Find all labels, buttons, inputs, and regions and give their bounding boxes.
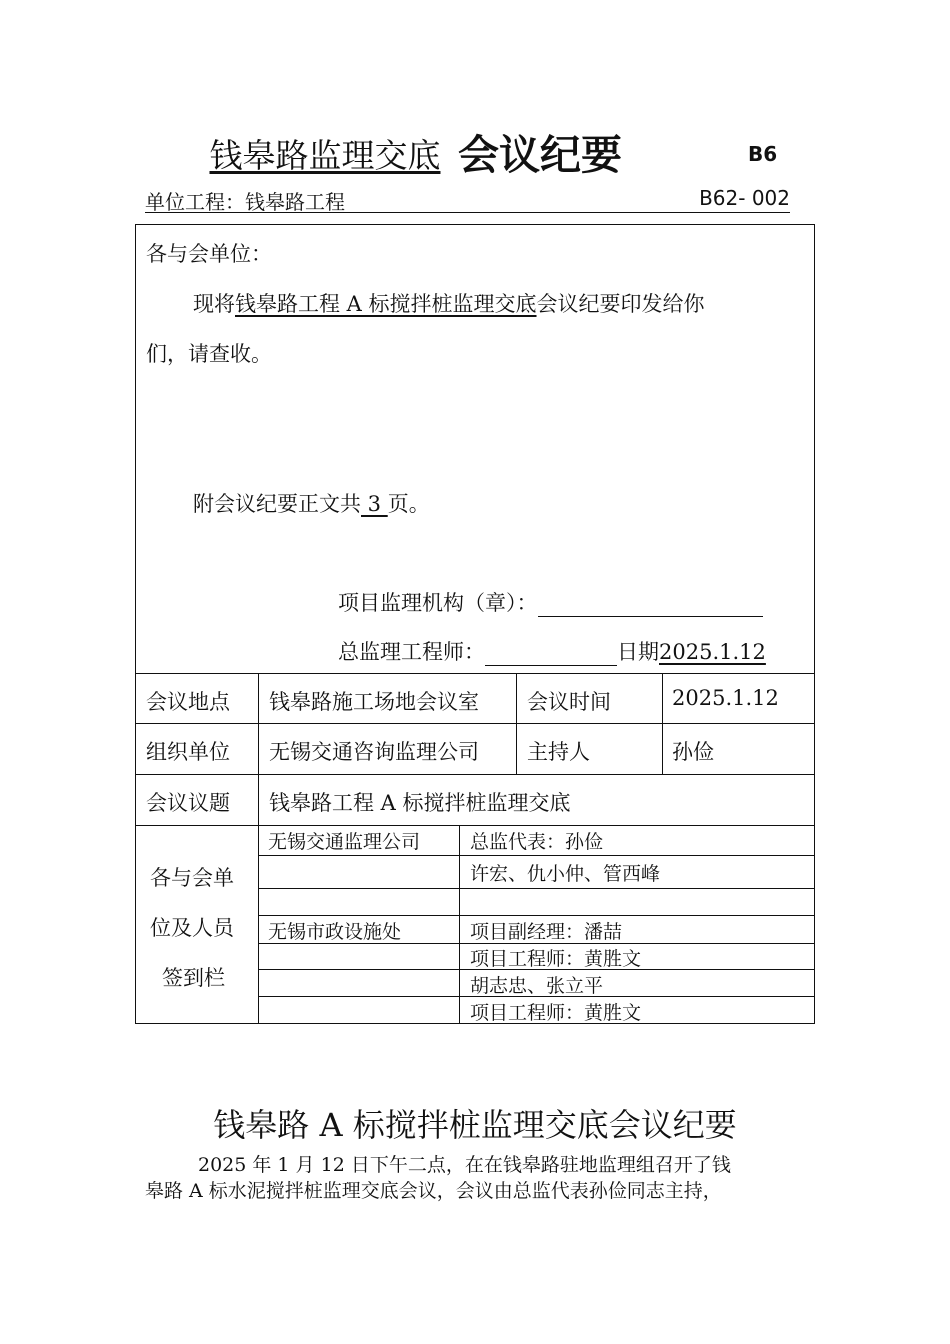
signin-people-5: 项目工程师：黄胜文 [470, 948, 642, 970]
minutes-line-2: 皋路 A 标水泥搅拌桩监理交底会议，会议由总监代表孙俭同志主持， [145, 1180, 722, 1202]
notice-line-2: 们，请查收。 [146, 342, 272, 366]
attachment-line [193, 488, 430, 518]
signin-label-line-1: 各与会单 [150, 866, 234, 890]
attach-pages: 3 [361, 492, 388, 516]
notice-project: 钱皋路工程 A 标搅拌桩监理交底 [235, 292, 537, 316]
signin-label-line-2: 位及人员 [150, 916, 234, 940]
unit-label: 单位工程：钱皋路工程 [145, 190, 345, 214]
signin-unit-1: 无锡交通监理公司 [268, 831, 421, 853]
topic-value: 钱皋路工程 A 标搅拌桩监理交底 [269, 791, 571, 815]
time-label: 会议时间 [527, 690, 611, 714]
org-seal-line [338, 587, 763, 617]
attach-pre: 附会议纪要正文共 [193, 492, 361, 516]
org-seal-blank[interactable] [538, 596, 763, 617]
page-title-suffix: 会议纪要 [458, 131, 622, 179]
minutes-title: 钱皋路 A 标搅拌桩监理交底会议纪要 [213, 1106, 737, 1144]
signin-unit-4: 无锡市政设施处 [268, 921, 402, 943]
location-value: 钱皋路施工场地会议室 [269, 690, 479, 714]
signin-people-7: 项目工程师：黄胜文 [470, 1002, 642, 1024]
notice-line-1 [193, 288, 705, 318]
organizer-label: 组织单位 [146, 740, 230, 764]
signin-people-6: 胡志忠、张立平 [470, 975, 604, 997]
title-prefix-text: 钱皋路监理交底 [209, 136, 441, 175]
doc-number: B62- 002 [699, 186, 790, 210]
minutes-form [135, 224, 815, 1024]
host-label: 主持人 [527, 740, 590, 764]
topic-label: 会议议题 [146, 791, 230, 815]
org-label: 项目监理机构（章）： [338, 591, 538, 615]
notice-pre: 现将 [193, 292, 235, 316]
notice-post: 会议纪要印发给你 [536, 292, 705, 316]
recipients-line: 各与会单位： [146, 242, 272, 266]
organizer-value: 无锡交通咨询监理公司 [269, 740, 479, 764]
time-value: 2025.1.12 [672, 686, 779, 710]
location-label: 会议地点 [146, 690, 230, 714]
date-label: 日期 [617, 640, 659, 664]
engineer-signature-blank[interactable] [485, 645, 617, 666]
date-value: 2025.1.12 [659, 640, 766, 664]
signin-label-line-3: 签到栏 [162, 966, 225, 990]
minutes-line-1: 2025 年 1 月 12 日下午二点，在在钱皋路驻地监理组召开了钱 [198, 1154, 731, 1176]
attach-post: 页。 [387, 492, 430, 516]
signin-people-4: 项目副经理：潘喆 [470, 921, 623, 943]
page-title-prefix [178, 130, 440, 177]
engineer-label: 总监理工程师： [338, 640, 485, 664]
host-value: 孙俭 [672, 740, 714, 764]
signin-people-2: 许宏、仇小仲、管西峰 [470, 863, 661, 885]
form-code: B6 [748, 142, 778, 166]
engineer-line [338, 636, 766, 666]
signin-people-1: 总监代表：孙俭 [470, 831, 604, 853]
unit-line [145, 184, 790, 213]
